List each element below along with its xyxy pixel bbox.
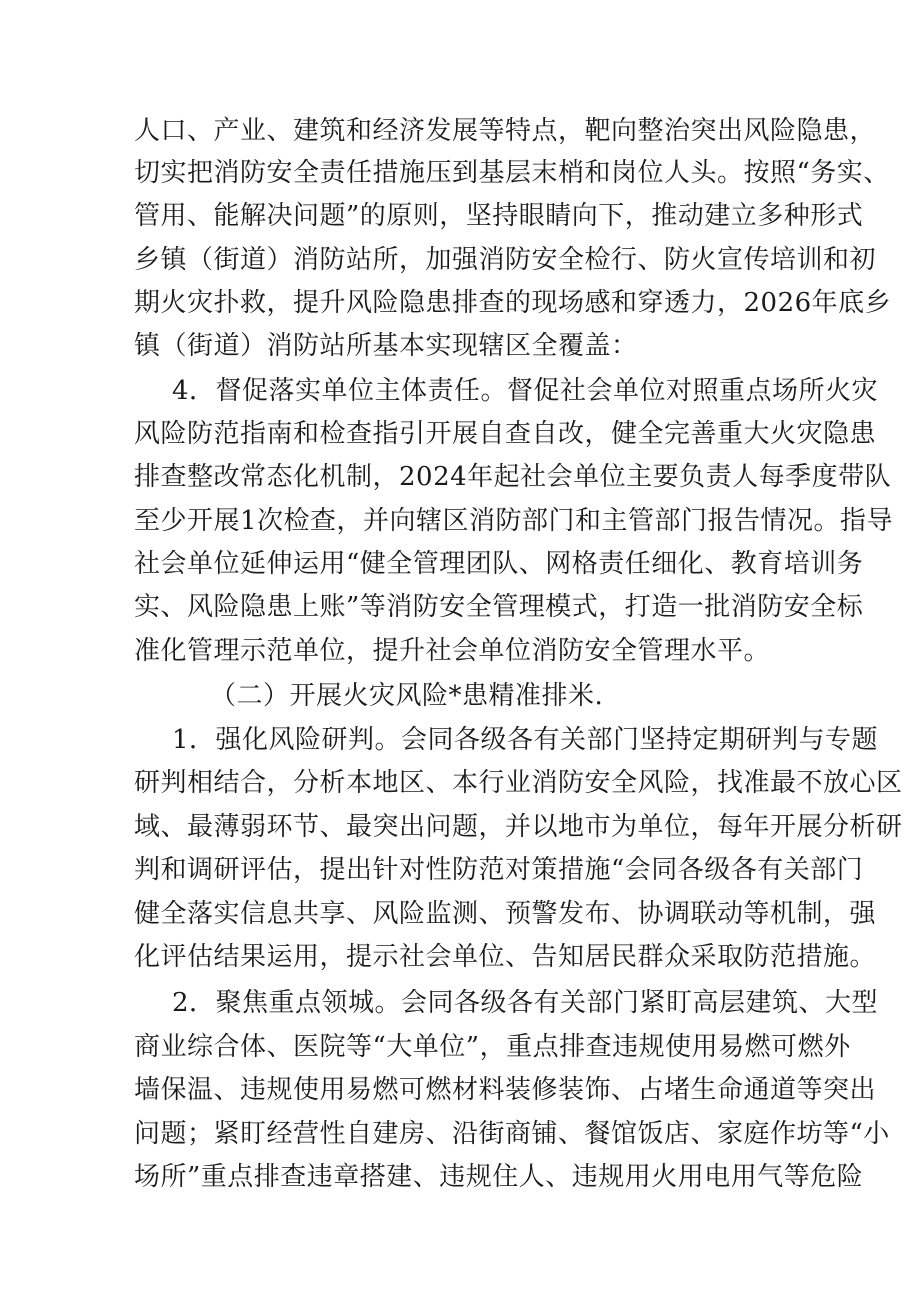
text-line: 风险防范指南和检查指引开展自查自改，健全完善重大火灾隐患 <box>134 419 877 449</box>
text-line: 社会单位延伸运用“健全管理团队、网格责任细化、教育培训务 <box>134 549 864 579</box>
text-line: 镇（街道）消防站所基本实现辖区全覆盖： <box>134 331 638 361</box>
text-line: 实、风险隐患上账”等消防安全管理模式，打造一批消防安全标 <box>134 592 864 622</box>
paragraph-first-line: 4．督促落实单位主体责任。督促社会单位对照重点场所火灾 <box>172 376 879 406</box>
section-heading: （二）开展火灾风险*患精准排米. <box>210 681 604 711</box>
text-line: 人口、产业、建筑和经济发展等特点，靶向整治突出风险隐患， <box>134 116 877 146</box>
text-line: 排查整改常态化机制，2024年起社会单位主要负责人每季度带队 <box>134 462 892 492</box>
text-line: 切实把消防安全责任措施压到基层末梢和岗位人头。按照“务实、 <box>134 158 890 188</box>
text-line: 研判相结合，分析本地区、本行业消防安全风险，找准最不放心区 <box>134 768 903 798</box>
text-line: 场所”重点排查违章搭建、违规住人、违规用火用电用气等危险 <box>134 1162 864 1192</box>
text-line: 域、最薄弱环节、最突出问题，并以地市为单位，每年开展分析研 <box>134 812 903 842</box>
paragraph-first-line: 1．强化风险研判。会同各级各有关部门坚持定期研判与专题 <box>172 725 879 755</box>
text-line: 健全落实信息共享、风险监测、预警发布、协调联动等机制，强 <box>134 899 877 929</box>
text-line: 期火灾扑救，提升风险隐患排查的现场感和穿透力，2026年底乡 <box>134 288 892 318</box>
text-line: 判和调研评估，提出针对性防范对策措施“会同各级各有关部门 <box>134 855 864 885</box>
paragraph-first-line: 2．聚焦重点领城。会同各级各有关部门紧盯高层建筑、大型 <box>172 988 879 1018</box>
text-line: 至少开展1次检查，并向辖区消防部门和主管部门报告情况。指导 <box>134 506 894 536</box>
text-line: 乡镇（街道）消防站所，加强消防安全检行、防火宣传培训和初 <box>134 245 877 275</box>
text-line: 墙保温、违规使用易燃可燃材料装修装饰、占堵生命通道等突出 <box>134 1075 877 1105</box>
text-line: 管用、能解决问题”的原则，坚持眼睛向下，推动建立多种形式 <box>134 201 864 231</box>
text-line: 化评估结果运用，提示社会单位、告知居民群众采取防范措施。 <box>134 942 877 972</box>
text-line: 问题；紧盯经营性自建房、沿街商铺、餐馆饭店、家庭作坊等“小 <box>134 1119 890 1149</box>
text-line: 商业综合体、医院等“大单位”，重点排查违规使用易燃可燃外 <box>134 1032 851 1062</box>
text-line: 准化管理示范单位，提升社会单位消防安全管理水平。 <box>134 636 771 666</box>
